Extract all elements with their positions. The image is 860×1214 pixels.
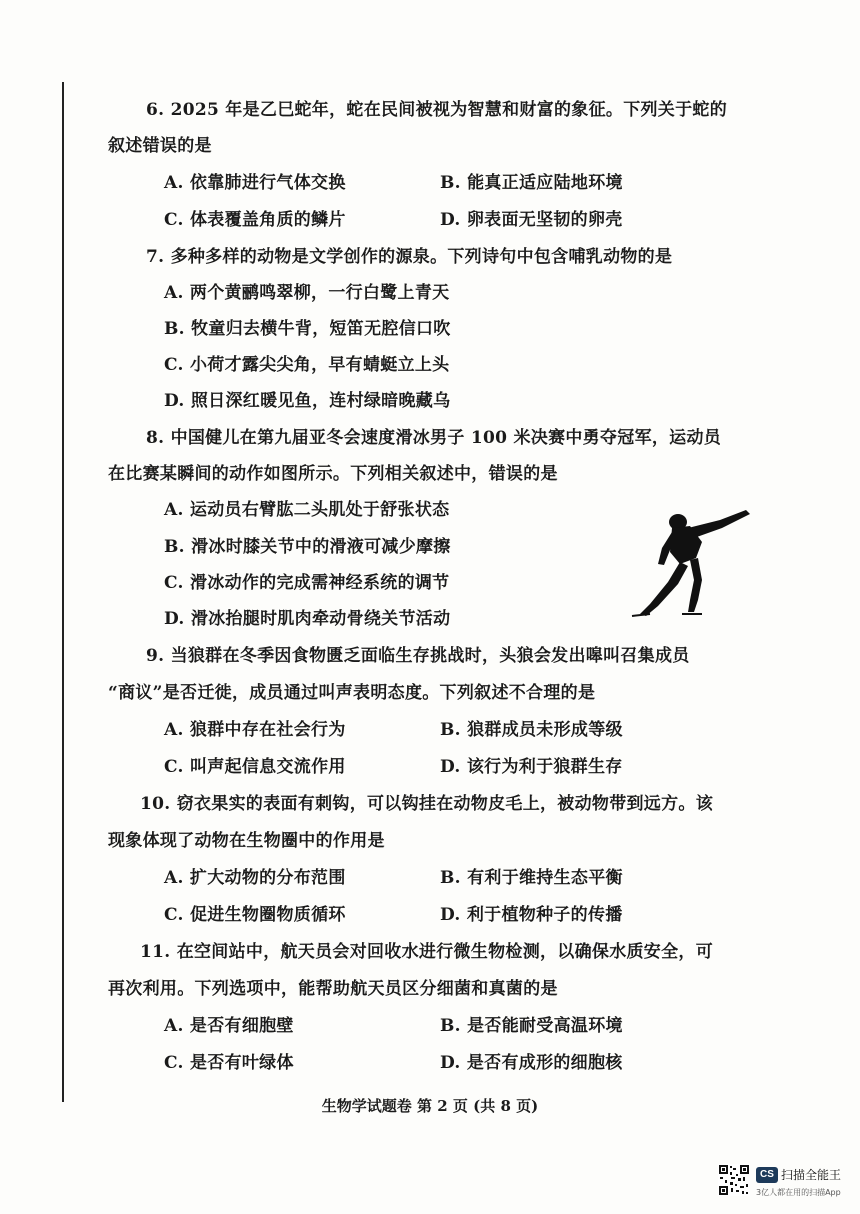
q6-stem-line-1: 6. 2025 年是乙巳蛇年，蛇在民间被视为智慧和财富的象征。下列关于蛇的 (146, 100, 727, 120)
q8-option-a: A. 运动员右臂肱二头肌处于舒张状态 (164, 500, 450, 520)
qr-code-icon (718, 1164, 750, 1196)
q6-stem-line-2: 叙述错误的是 (108, 136, 212, 156)
q10-option-b: B. 有利于维持生态平衡 (440, 868, 623, 888)
scanner-app-name: 扫描全能王 (781, 1168, 842, 1182)
q10-stem-line-1: 10. 窃衣果实的表面有刺钩，可以钩挂在动物皮毛上，被动物带到远方。该 (140, 794, 713, 814)
q8-option-b: B. 滑冰时膝关节中的滑液可减少摩擦 (164, 537, 451, 557)
q9-stem-line-1: 9. 当狼群在冬季因食物匮乏面临生存挑战时，头狼会发出嗥叫召集成员 (146, 646, 690, 666)
q11-stem-line-1: 11. 在空间站中，航天员会对回收水进行微生物检测，以确保水质安全，可 (140, 942, 713, 962)
q9-option-d: D. 该行为利于狼群生存 (440, 757, 623, 777)
q10-option-c: C. 促进生物圈物质循环 (164, 905, 346, 925)
q6-option-b: B. 能真正适应陆地环境 (440, 173, 623, 193)
speed-skater-illustration (628, 508, 756, 620)
camscanner-logo: CS (756, 1167, 778, 1183)
q9-option-c: C. 叫声起信息交流作用 (164, 757, 346, 777)
q6-option-a: A. 依靠肺进行气体交换 (164, 173, 346, 193)
q11-option-c: C. 是否有叶绿体 (164, 1053, 294, 1073)
q8-option-c: C. 滑冰动作的完成需神经系统的调节 (164, 573, 450, 593)
q9-option-a: A. 狼群中存在社会行为 (164, 720, 346, 740)
q11-option-b: B. 是否能耐受高温环境 (440, 1016, 623, 1036)
q7-stem-line-1: 7. 多种多样的动物是文学创作的源泉。下列诗句中包含哺乳动物的是 (146, 247, 673, 267)
scanner-tagline: 3亿人都在用的扫描App (756, 1188, 841, 1197)
q9-option-b: B. 狼群成员未形成等级 (440, 720, 623, 740)
q8-stem-line-2: 在比赛某瞬间的动作如图所示。下列相关叙述中，错误的是 (108, 464, 558, 484)
q7-option-c: C. 小荷才露尖尖角，早有蜻蜓立上头 (164, 355, 450, 375)
scanner-watermark (718, 1163, 850, 1205)
q6-option-c: C. 体表覆盖角质的鳞片 (164, 210, 346, 230)
q6-option-d: D. 卵表面无坚韧的卵壳 (440, 210, 623, 230)
q7-option-a: A. 两个黄鹂鸣翠柳，一行白鹭上青天 (164, 283, 450, 303)
q11-stem-line-2: 再次利用。下列选项中，能帮助航天员区分细菌和真菌的是 (108, 979, 558, 999)
page-footer: 生物学试题卷 第 2 页 (共 8 页) (321, 1097, 539, 1115)
q10-option-d: D. 利于植物种子的传播 (440, 905, 623, 925)
q10-stem-line-2: 现象体现了动物在生物圈中的作用是 (108, 831, 385, 851)
q7-option-b: B. 牧童归去横牛背，短笛无腔信口吹 (164, 319, 451, 339)
q8-stem-line-1: 8. 中国健儿在第九届亚冬会速度滑冰男子 100 米决赛中勇夺冠军，运动员 (146, 428, 722, 448)
q7-option-d: D. 照日深红暖见鱼，连村绿暗晚藏乌 (164, 391, 451, 411)
q11-option-d: D. 是否有成形的细胞核 (440, 1053, 623, 1073)
q8-option-d: D. 滑冰抬腿时肌肉牵动骨绕关节活动 (164, 609, 451, 629)
q10-option-a: A. 扩大动物的分布范围 (164, 868, 346, 888)
q11-option-a: A. 是否有细胞壁 (164, 1016, 294, 1036)
q9-stem-line-2: “商议”是否迁徙，成员通过叫声表明态度。下列叙述不合理的是 (108, 683, 596, 703)
